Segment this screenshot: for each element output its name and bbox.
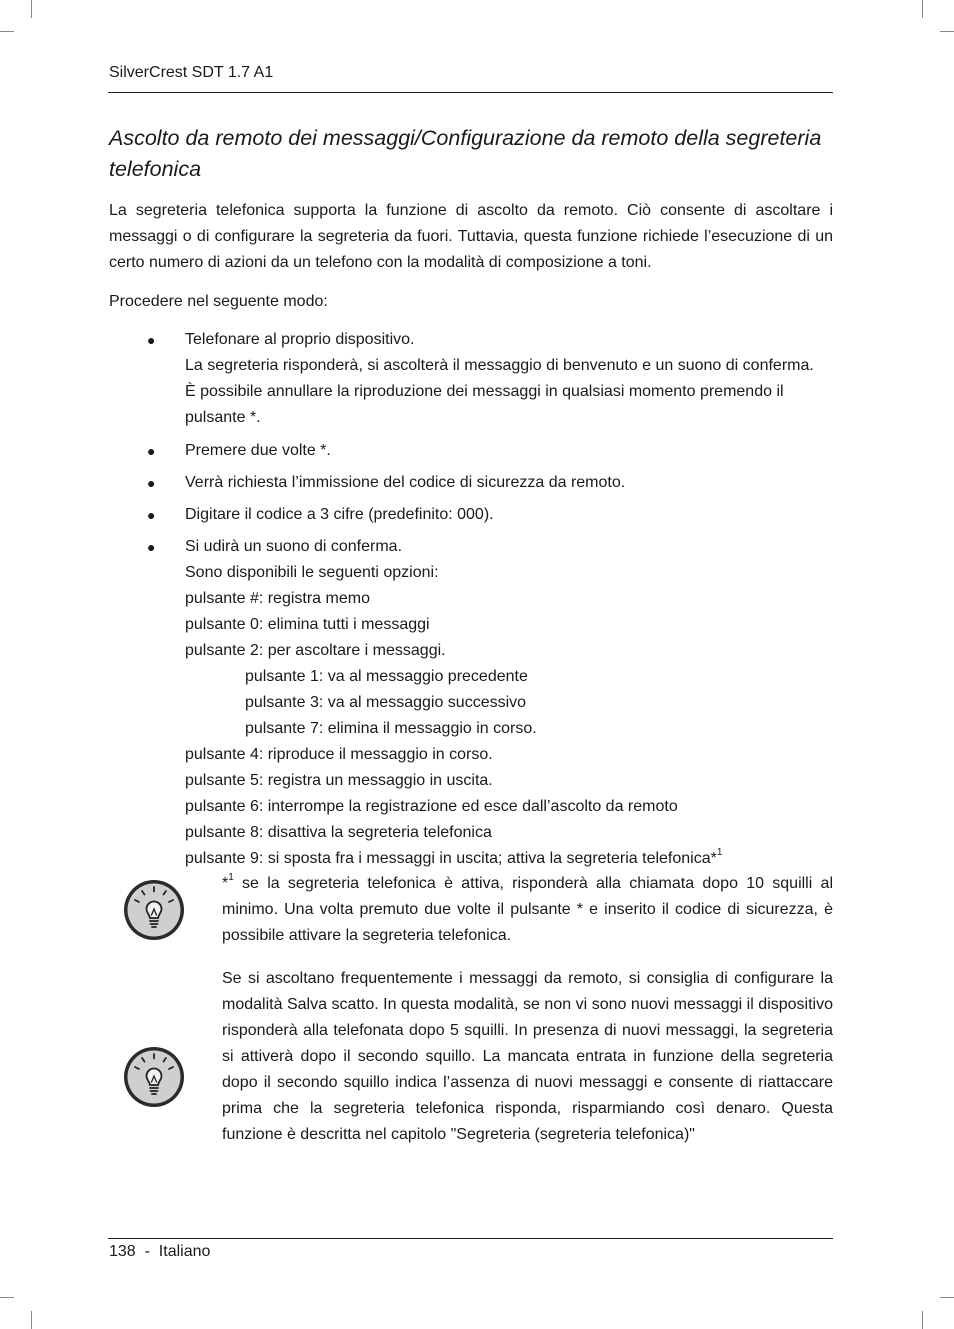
crop-mark — [940, 1297, 954, 1298]
option-4: pulsante 4: riproduce il messaggio in corso. — [185, 746, 493, 763]
crop-mark — [940, 31, 954, 32]
option-5: pulsante 5: registra un messaggio in uscita. — [185, 772, 493, 789]
option-2-7: pulsante 7: elimina il messaggio in corso. — [245, 720, 537, 737]
crop-mark — [0, 1297, 14, 1298]
step-5-line: Sono disponibili le seguenti opzioni: — [185, 564, 439, 581]
step-4-text: Digitare il codice a 3 cifre (predefinito: 000). — [185, 506, 494, 523]
bullet-icon: ● — [147, 539, 156, 555]
step-1-line: Telefonare al proprio dispositivo. — [185, 331, 415, 348]
footnote-ref: 1 — [228, 871, 234, 883]
step-5-line: Si udirà un suono di conferma. — [185, 538, 403, 555]
procedure-text: Procedere nel seguente modo: — [109, 293, 328, 310]
option-2-3: pulsante 3: va al messaggio successivo — [245, 694, 527, 711]
crop-mark — [922, 1311, 923, 1329]
intro-paragraph: La segreteria telefonica supporta la funzione di ascolto da remoto. Ciò consente di ascoltare i messaggi o di configurare la segreteria da fuori. Tuttavia, questa funzione richiede l’esecuzione di un certo numero di azioni da un telefono con la modalità di composizione a toni. — [109, 202, 833, 271]
option-2-1: pulsante 1: va al messaggio precedente — [245, 668, 528, 685]
step-2-text: Premere due volte *. — [185, 442, 331, 459]
note-2: Se si ascoltano frequentemente i messaggi da remoto, si consiglia di configurare la modalità Salva scatto. In questa modalità, se non vi sono nuovi messaggi il dispositivo risponderà alla telefonata dopo 5 squilli. In presenza di nuovi messaggi, la segreteria si attiverà dopo il secondo squillo. La mancata entrata in funzione della segreteria dopo il secondo squillo indica l’assenza di nuovi messaggi e consente di riattaccare prima che la segreteria telefonica risponda, risparmiando così denaro. Questa funzione è descritta nel capitolo "Segreteria (segreteria telefonica)" — [222, 970, 833, 1143]
step-1-line: È possibile annullare la riproduzione dei messaggi in qualsiasi momento premendo il — [185, 383, 784, 400]
note-1-text: se la segreteria telefonica è attiva, risponderà alla chiamata dopo 10 squilli al minimo. Una volta premuto due volte il pulsante * e inserito il codice di sicurezza, è possibile attivare la segreteria telefonica. — [222, 875, 833, 944]
option-8: pulsante 8: disattiva la segreteria telefonica — [185, 824, 492, 841]
note-marker: * — [222, 875, 229, 892]
lightbulb-tip-icon — [123, 1046, 185, 1108]
option-9-text: pulsante 9: si sposta fra i messaggi in uscita; attiva la segreteria telefonica* — [185, 850, 717, 867]
bullet-icon: ● — [147, 332, 156, 348]
step-1-line: La segreteria risponderà, si ascolterà il messaggio di benvenuto e un suono di conferma. — [185, 357, 814, 374]
option-hash: pulsante #: registra memo — [185, 590, 370, 607]
option-0: pulsante 0: elimina tutti i messaggi — [185, 616, 430, 633]
step-1-line: pulsante *. — [185, 409, 261, 426]
bullet-icon: ● — [147, 507, 156, 523]
option-6: pulsante 6: interrompe la registrazione ed esce dall’ascolto da remoto — [185, 798, 678, 815]
crop-mark — [31, 1311, 32, 1329]
section-title: Ascolto da remoto dei messaggi/Configurazione da remoto della segreteria telefonica — [109, 126, 822, 181]
header-rule — [108, 92, 833, 93]
step-3-text: Verrà richiesta l’immissione del codice di sicurezza da remoto. — [185, 474, 626, 491]
crop-mark — [922, 0, 923, 18]
option-2: pulsante 2: per ascoltare i messaggi. — [185, 642, 446, 659]
note-1 — [222, 871, 833, 949]
crop-mark — [31, 0, 32, 18]
footnote-ref: 1 — [716, 846, 723, 858]
bullet-icon: ● — [147, 443, 156, 459]
option-9 — [185, 846, 845, 872]
bullet-icon: ● — [147, 475, 156, 491]
page-footer: 138 - Italiano — [109, 1243, 211, 1260]
running-header: SilverCrest SDT 1.7 A1 — [109, 64, 274, 81]
crop-mark — [0, 31, 14, 32]
footer-rule — [108, 1238, 833, 1239]
lightbulb-tip-icon — [123, 879, 185, 941]
